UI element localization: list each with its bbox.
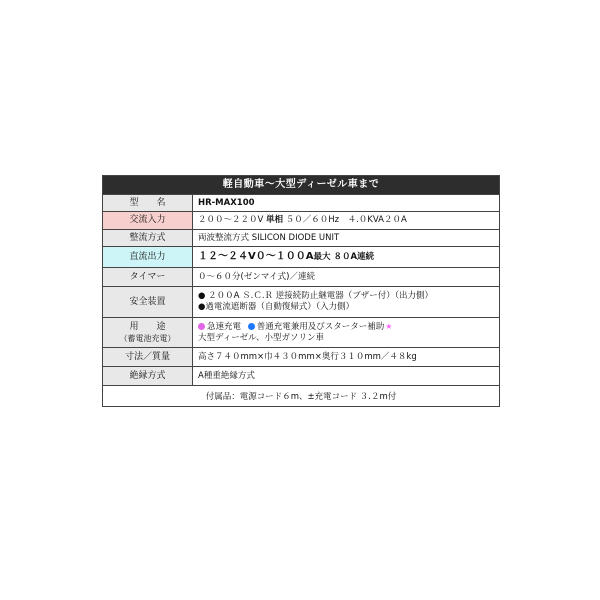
row-label: 交流入力	[103, 212, 193, 229]
row-ac-input	[103, 211, 499, 229]
row-value: 急速充電 普通充電兼用及びスターター補助★ 大型ディーゼル、小型ガソリン車	[193, 318, 499, 347]
row-label: タイマー	[103, 268, 193, 286]
table-title: 軽自動車〜大型ディーゼル車まで	[103, 176, 499, 194]
row-label: 用 途 （蓄電池充電）	[103, 318, 193, 347]
row-usage	[103, 317, 499, 347]
row-value: 両波整流方式 SILICON DIODE UNIT	[198, 232, 340, 243]
row-label: 寸法／質量	[103, 348, 193, 366]
row-dimensions	[103, 347, 499, 366]
star-icon: ★	[385, 322, 393, 331]
pink-dot-icon	[198, 323, 205, 330]
row-value: １２〜２４V０〜１００A最大 ８０A連続	[198, 251, 375, 262]
row-rectifier	[103, 229, 499, 246]
spec-table	[102, 175, 500, 407]
row-model	[103, 194, 499, 211]
usage-line-2: 大型ディーゼル、小型ガソリン車	[198, 333, 324, 343]
row-label: 型 名	[103, 195, 193, 211]
row-value: ０〜６０分(ゼンマイ式)／連続	[198, 271, 315, 282]
safety-line-2: ●過電流遮断器（自動復帰式）（入力側）	[198, 302, 355, 312]
row-value: A種重絶縁方式	[198, 370, 255, 381]
row-label: 整流方式	[103, 230, 193, 246]
row-value	[193, 287, 499, 317]
row-value: 高さ７４０mm×巾４３０mm×奥行３１０mm／４８kg	[198, 351, 417, 362]
row-insulation	[103, 366, 499, 385]
row-label: 安全装置	[103, 287, 193, 317]
safety-line-1: ● ２００A Ｓ.Ｃ.Ｒ 逆接続防止継電器（ブザー付）（出力側）	[198, 291, 433, 301]
row-accessories	[103, 385, 499, 406]
row-label: 絶縁方式	[103, 367, 193, 385]
accessories-value: 付属品：電源コード６m、±充電コード ３.２m付	[205, 392, 397, 402]
blue-dot-icon	[248, 323, 255, 330]
row-value: HR-MAX100	[198, 197, 255, 208]
row-timer	[103, 267, 499, 286]
row-dc-output	[103, 246, 499, 267]
row-label: 直流出力	[103, 247, 193, 267]
row-safety	[103, 286, 499, 317]
row-value: ２００〜２２０V 単相 ５０／６０Hz ４.０KVA２０A	[198, 215, 407, 225]
